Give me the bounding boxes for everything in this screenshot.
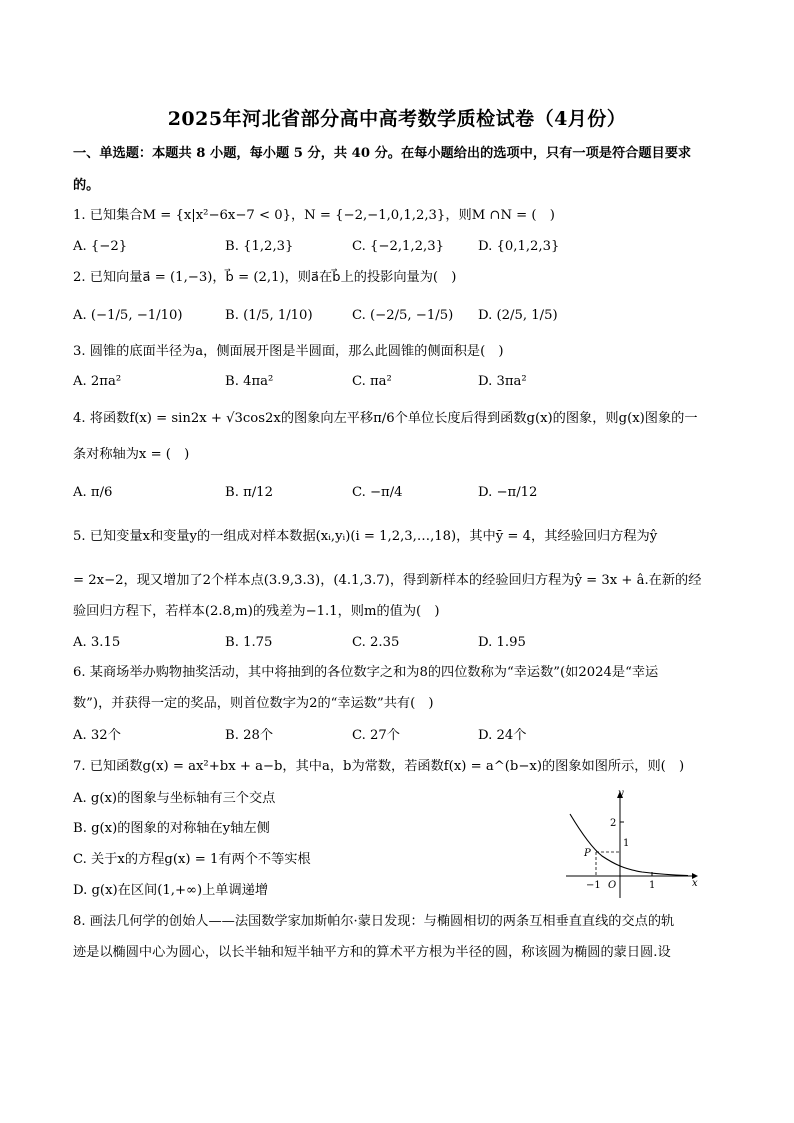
question-1-stem: 1. 已知集合M = {x|x²−6x−7 < 0}，N = {−2,−1,0,1,2,3}，则M ∩N = ( ) <box>73 208 555 223</box>
question-8-stem-line1: 8. 画法几何学的创始人——法国数学家加斯帕尔·蒙日发现：与椭圆相切的两条互相垂直直线的交点的轨 <box>73 914 675 929</box>
y-axis-label: y <box>618 788 624 799</box>
question-4-stem-line2: 条对称轴为x = ( ) <box>73 447 190 462</box>
y-tick-1-label: 1 <box>623 838 630 849</box>
question-4-option-d: D. −π/12 <box>478 485 538 500</box>
x-tick-neg1-label: −1 <box>586 880 601 891</box>
question-5-option-d: D. 1.95 <box>478 635 526 650</box>
question-2-stem: 2. 已知向量a⃗ = (1,−3)，b⃗ = (2,1)，则a⃗在b⃗上的投影向量为( ) <box>73 270 457 285</box>
question-7-stem: 7. 已知函数g(x) = ax²+bx + a−b，其中a，b为常数，若函数f(x) = a^(b−x)的图象如图所示，则( ) <box>73 759 685 774</box>
question-3-option-d: D. 3πa² <box>478 374 527 389</box>
question-2-option-b: B. (1/5, 1/10) <box>225 308 313 323</box>
question-7-option-d: D. g(x)在区间(1,+∞)上单调递增 <box>73 883 269 898</box>
section-heading-line1: 一、单选题：本题共 8 小题，每小题 5 分，共 40 分。在每小题给出的选项中，只有一项是符合题目要求 <box>73 146 692 161</box>
question-6-option-c: C. 27个 <box>352 728 400 743</box>
question-1-option-a: A. {−2} <box>73 239 128 254</box>
origin-label: O <box>608 880 617 891</box>
question-1-option-d: D. {0,1,2,3} <box>478 239 560 254</box>
question-2-option-c: C. (−2/5, −1/5) <box>352 308 454 323</box>
question-5-option-a: A. 3.15 <box>73 635 121 650</box>
question-3-option-c: C. πa² <box>352 374 392 389</box>
question-8-stem-line2: 迹是以椭圆中心为圆心，以长半轴和短半轴平方和的算术平方根为半径的圆，称该圆为椭圆的蒙日圆.设 <box>73 945 671 960</box>
question-7-option-c: C. 关于x的方程g(x) = 1有两个不等实根 <box>73 852 311 867</box>
question-6-option-a: A. 32个 <box>73 728 121 743</box>
section-heading-line2: 的。 <box>73 178 100 193</box>
page-title: 2025年河北省部分高中高考数学质检试卷（4月份） <box>167 108 627 130</box>
x-axis-label: x <box>692 878 698 889</box>
question-4-option-a: A. π/6 <box>73 485 113 500</box>
question-6-option-d: D. 24个 <box>478 728 527 743</box>
question-5-option-b: B. 1.75 <box>225 635 273 650</box>
question-5-option-c: C. 2.35 <box>352 635 400 650</box>
question-4-stem-line1: 4. 将函数f(x) = sin2x + √3cos2x的图象向左平移π/6个单位长度后得到函数g(x)的图象，则g(x)图象的一 <box>73 411 698 426</box>
y-tick-2-label: 2 <box>610 818 617 829</box>
question-4-option-c: C. −π/4 <box>352 485 403 500</box>
question-3-option-b: B. 4πa² <box>225 374 274 389</box>
x-tick-1-label: 1 <box>649 880 656 891</box>
question-5-stem-line2: = 2x−2，现又增加了2个样本点(3.9,3.3)，(4.1,3.7)，得到新样本的经验回归方程为ŷ = 3x + â.在新的经 <box>73 573 702 588</box>
point-p-label: P <box>584 848 591 859</box>
question-1-option-c: C. {−2,1,2,3} <box>352 239 444 254</box>
question-6-option-b: B. 28个 <box>225 728 274 743</box>
question-2-option-a: A. (−1/5, −1/10) <box>73 308 183 323</box>
question-2-option-d: D. (2/5, 1/5) <box>478 308 558 323</box>
function-graph-figure <box>562 786 702 902</box>
question-1-option-b: B. {1,2,3} <box>225 239 294 254</box>
question-4-option-b: B. π/12 <box>225 485 273 500</box>
question-6-stem-line1: 6. 某商场举办购物抽奖活动，其中将抽到的各位数字之和为8的四位数称为“幸运数”(如2024是“幸运 <box>73 665 659 680</box>
question-5-stem-line3: 验回归方程下，若样本(2.8,m)的残差为−1.1，则m的值为( ) <box>73 604 440 619</box>
question-3-option-a: A. 2πa² <box>73 374 122 389</box>
question-6-stem-line2: 数”)，并获得一定的奖品，则首位数字为2的“幸运数”共有( ) <box>73 696 434 711</box>
question-5-stem-line1: 5. 已知变量x和变量y的一组成对样本数据(xᵢ,yᵢ)(i = 1,2,3,…,18)，其中ȳ = 4，其经验回归方程为ŷ <box>73 529 658 544</box>
question-7-option-b: B. g(x)的图象的对称轴在y轴左侧 <box>73 821 270 836</box>
question-3-stem: 3. 圆锥的底面半径为a，侧面展开图是半圆面，那么此圆锥的侧面积是( ) <box>73 344 504 359</box>
question-7-option-a: A. g(x)的图象与坐标轴有三个交点 <box>73 791 276 806</box>
